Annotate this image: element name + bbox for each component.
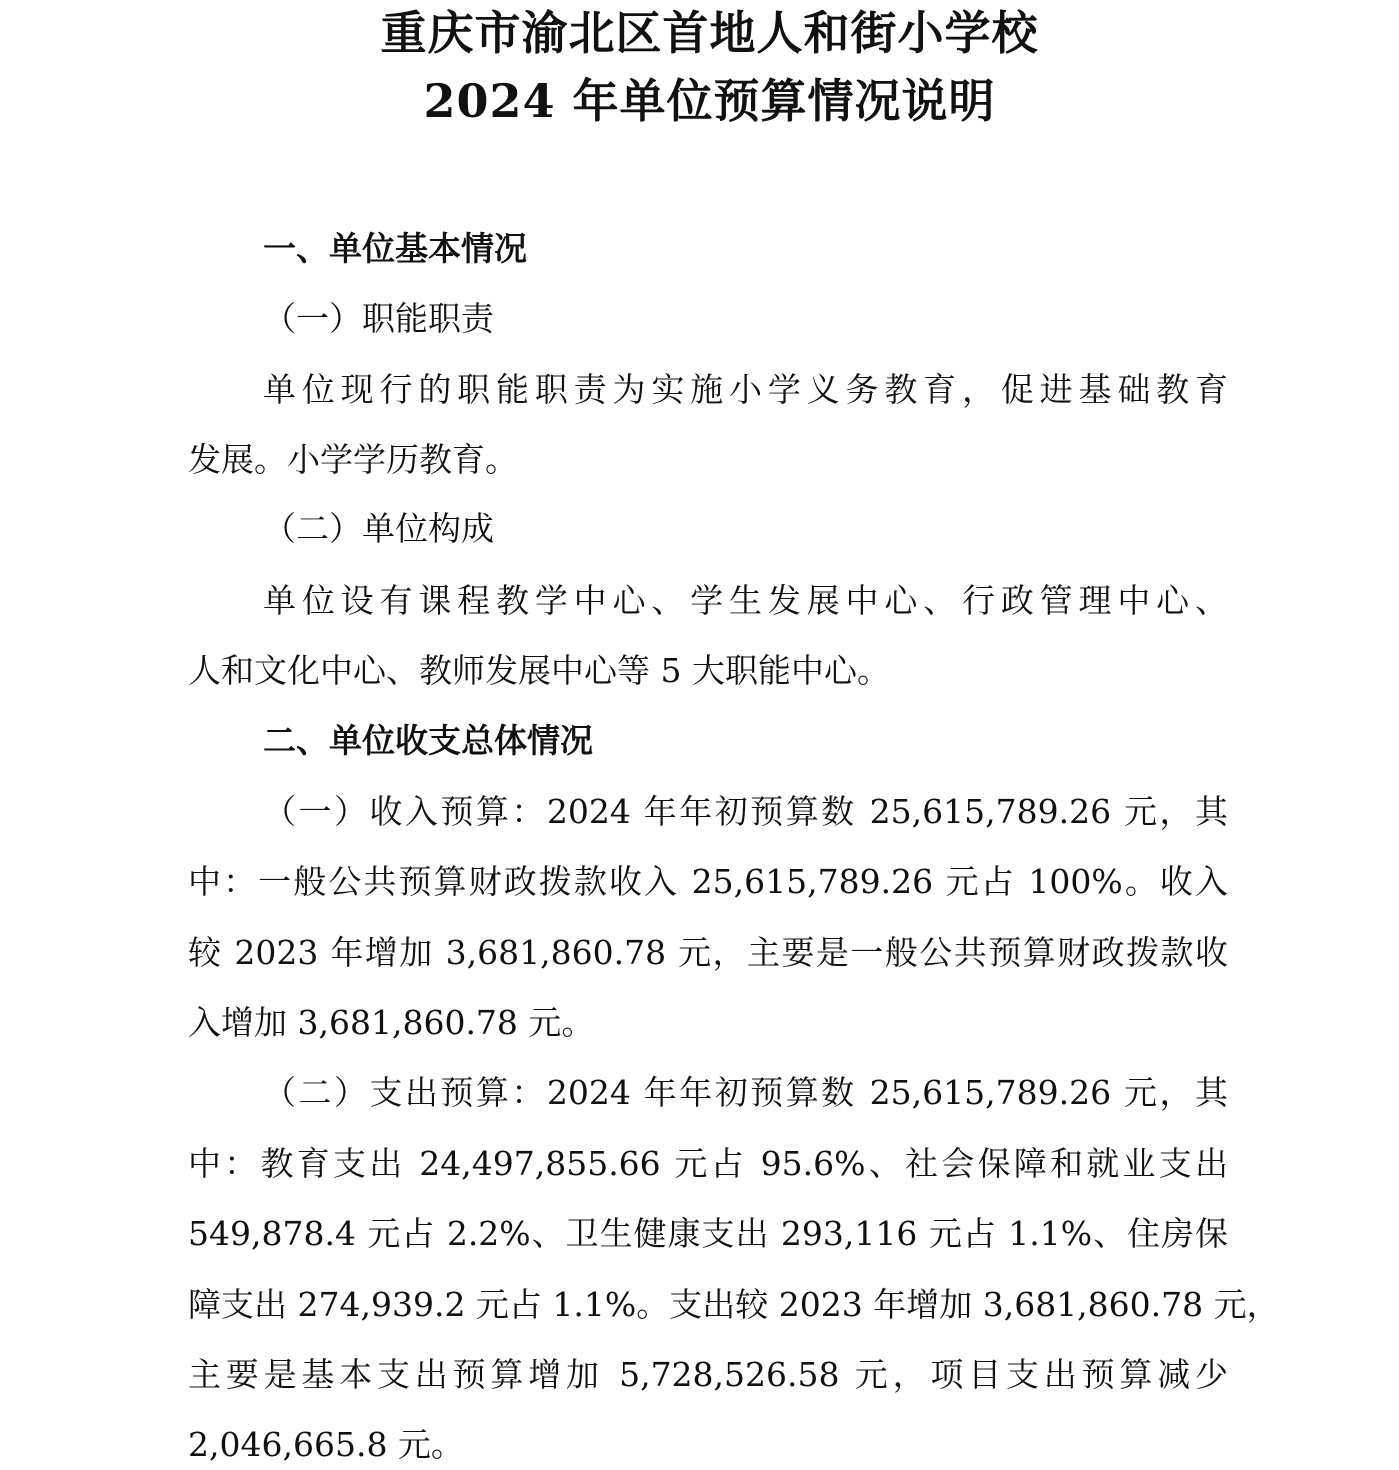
document-title-line2: 2024 年单位预算情况说明 — [423, 74, 996, 128]
paragraph-line-expense: 主要是基本支出预算增加 5,728,526.58 元，项目支出预算减少 — [188, 1355, 1228, 1394]
section-heading-basic-info: 一、单位基本情况 — [263, 229, 527, 268]
subheading-composition: （二）单位构成 — [263, 509, 494, 548]
paragraph-line-income: 较 2023 年增加 3,681,860.78 元，主要是一般公共预算财政拨款收 — [188, 933, 1228, 972]
paragraph-line: 人和文化中心、教师发展中心等 5 大职能中心。 — [188, 651, 890, 690]
paragraph-line-expense: （二）支出预算：2024 年年初预算数 25,615,789.26 元，其 — [263, 1073, 1228, 1112]
paragraph-line-expense: 中：教育支出 24,497,855.66 元占 95.6%、社会保障和就业支出 — [188, 1144, 1228, 1183]
paragraph-line-income: 入增加 3,681,860.78 元。 — [188, 1003, 595, 1042]
paragraph-line-expense: 障支出 274,939.2 元占 1.1%。支出较 2023 年增加 3,681,860.78 元， — [188, 1285, 1280, 1324]
paragraph-line-expense: 2,046,665.8 元。 — [188, 1425, 464, 1464]
paragraph-line: 单位现行的职能职责为实施小学义务教育，促进基础教育 — [263, 370, 1228, 409]
paragraph-line-expense: 549,878.4 元占 2.2%、卫生健康支出 293,116 元占 1.1%、住房保 — [188, 1214, 1228, 1253]
document-title-line1: 重庆市渝北区首地人和街小学校 — [380, 6, 1039, 60]
subheading-functions: （一）职能职责 — [263, 299, 494, 338]
paragraph-line-income: 中：一般公共预算财政拨款收入 25,615,789.26 元占 100%。收入 — [188, 862, 1228, 901]
paragraph-line: 发展。小学学历教育。 — [188, 440, 518, 479]
paragraph-line-income: （一）收入预算：2024 年年初预算数 25,615,789.26 元，其 — [263, 792, 1228, 831]
section-heading-budget-overview: 二、单位收支总体情况 — [263, 721, 593, 760]
paragraph-line: 单位设有课程教学中心、学生发展中心、行政管理中心、 — [263, 581, 1228, 620]
